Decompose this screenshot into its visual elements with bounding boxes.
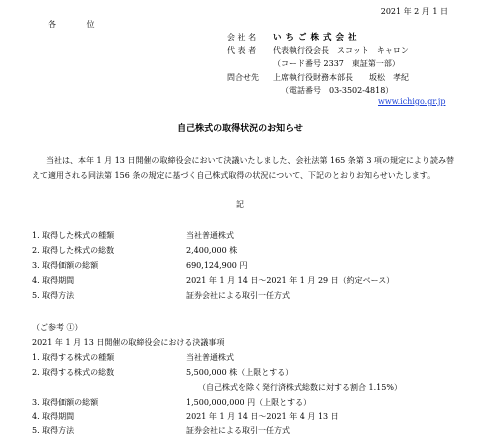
- reference-value-type: 当社普通株式: [186, 353, 234, 362]
- company-name: いちご株式会社: [273, 33, 361, 43]
- reference-ratio-note: （自己株式を除く発行済株式総数に対する割合 1.15%）: [198, 383, 402, 392]
- reference-value-method: 証券会社による取引一任方式: [186, 426, 290, 435]
- result-value-type: 当社普通株式: [186, 231, 234, 240]
- result-value-total-shares: 2,400,000 株: [186, 246, 238, 255]
- result-label-method: 5. 取得方法: [32, 291, 75, 300]
- result-value-period: 2021 年 1 月 14 日～2021 年 1 月 29 日（約定ベース）: [186, 276, 395, 285]
- result-value-total-amount: 690,124,900 円: [186, 261, 248, 270]
- reference-label-method: 5. 取得方法: [32, 426, 75, 435]
- reference-value-total-amount: 1,500,000,000 円（上限とする）: [186, 398, 312, 407]
- document-title: 自己株式の取得状況のお知らせ: [177, 124, 303, 134]
- ki-marker: 記: [236, 200, 244, 209]
- result-value-method: 証券会社による取引一任方式: [186, 291, 290, 300]
- reference-label-period: 4. 取得期間: [32, 412, 75, 421]
- company-label: 会 社 名: [227, 33, 257, 42]
- reference-heading: （ご参考 ①）: [32, 323, 83, 332]
- representative-label: 代 表 者: [227, 46, 257, 55]
- company-url-link[interactable]: www.ichigo.gr.jp: [378, 97, 446, 106]
- representative-value: 代表執行役会長 スコット キャロン: [273, 46, 409, 55]
- result-label-total-amount: 3. 取得価額の総額: [32, 261, 99, 270]
- reference-value-period: 2021 年 1 月 14 日～2021 年 4 月 13 日: [186, 412, 339, 421]
- reference-value-total-shares: 5,500,000 株（上限とする）: [186, 368, 294, 377]
- body-paragraph: 当社は、本年 1 月 13 日開催の取締役会において決議いたしました、会社法第 165 条第 3 項の規定により読み替えて適用される同法第 156 条の規定に基づく自己株式取得の状況について、下記のとおりお知らせいたします。: [32, 156, 454, 180]
- reference-label-total-amount: 3. 取得価額の総額: [32, 398, 99, 407]
- phone-number: （電話番号 03-3502-4818）: [281, 86, 394, 95]
- reference-label-type: 1. 取得する株式の種類: [32, 353, 115, 362]
- result-label-total-shares: 2. 取得した株式の総数: [32, 246, 115, 255]
- document-date: 2021 年 2 月 1 日: [380, 7, 448, 16]
- addressee: 各 位: [48, 20, 109, 29]
- stock-code: （コード番号 2337 東証第一部）: [273, 59, 400, 68]
- contact-value: 上席執行役財務本部長 坂松 孝紀: [273, 73, 409, 82]
- result-label-type: 1. 取得した株式の種類: [32, 231, 115, 240]
- reference-label-total-shares: 2. 取得する株式の総数: [32, 368, 115, 377]
- reference-subheading: 2021 年 1 月 13 日開催の取締役会における決議事項: [32, 338, 225, 347]
- contact-label: 問合せ先: [227, 73, 259, 82]
- result-label-period: 4. 取得期間: [32, 276, 75, 285]
